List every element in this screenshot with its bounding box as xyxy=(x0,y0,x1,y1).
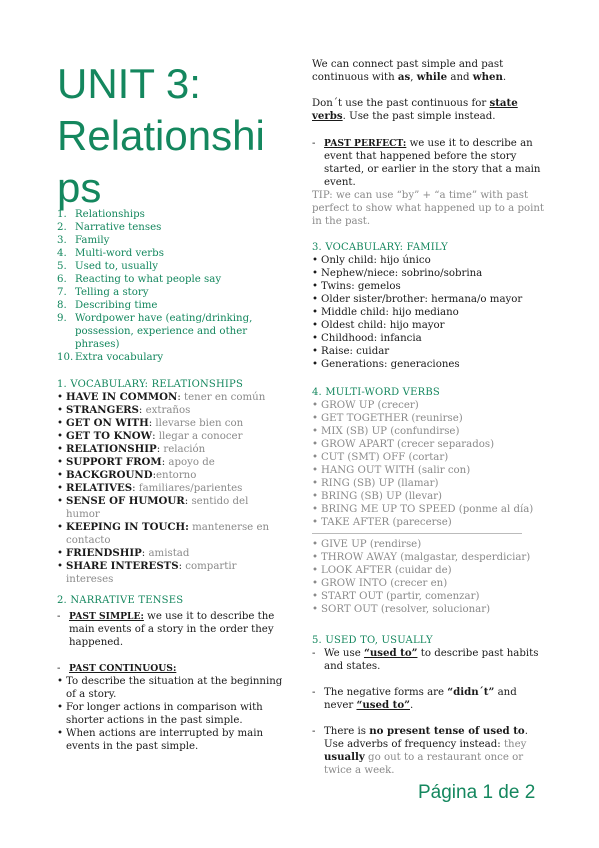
verb-item: • MIX (SB) UP (confundirse) xyxy=(312,426,460,437)
vocab-relationships-section xyxy=(57,378,282,586)
section-heading: 4. MULTI-WORD VERBS xyxy=(312,387,440,398)
verb-item: • SORT OUT (resolver, solucionar) xyxy=(312,604,491,615)
vocab-item: • Childhood: infancia xyxy=(312,333,422,344)
multi-word-verbs-section xyxy=(312,386,544,616)
vocab-item: • GET TO KNOW: llegar a conocer xyxy=(57,430,243,442)
toc-item: 4. Multi-word verbs xyxy=(57,248,164,259)
vocab-item: • Nephew/niece: sobrino/sobrina xyxy=(312,268,483,279)
section-heading: 5. USED TO, USUALLY xyxy=(312,635,433,646)
vocab-item: • HAVE IN COMMON: tener en común xyxy=(57,391,266,403)
vocab-item: • Middle child: hijo mediano xyxy=(312,307,459,318)
toc-item: 1. Relationships xyxy=(57,209,145,220)
verb-item: • GET TOGETHER (reunirse) xyxy=(312,413,463,424)
title-line-3: ps xyxy=(57,164,102,211)
vocab-item: • RELATIVES: familiares/parientes xyxy=(57,482,243,494)
divider xyxy=(312,533,522,534)
toc-item: 9. Wordpower have (eating/drinking, possession, experience and other phrases) xyxy=(57,313,253,350)
verb-item: • THROW AWAY (malgastar, desperdiciar) xyxy=(312,552,531,563)
title-line-2: Relationshi xyxy=(57,112,265,159)
list-item: - There is no present tense of used to. Use adverbs of frequency instead: they usually go out to a restaurant once or twice a week. xyxy=(312,725,528,776)
verb-item: • LOOK AFTER (cuidar de) xyxy=(312,565,452,576)
verb-item: • GROW INTO (crecer en) xyxy=(312,578,448,589)
list-item: - The negative forms are “didn´t” and never “used to”. xyxy=(312,686,517,711)
toc-item: 6. Reacting to what people say xyxy=(57,274,222,285)
vocab-item: • Only child: hijo único xyxy=(312,255,431,266)
title-line-1: UNIT 3: xyxy=(57,60,201,107)
page-number: Página 1 de 2 xyxy=(418,782,536,803)
list-item: - We use “used to” to describe past habits and states. xyxy=(312,647,539,672)
verb-item: • BRING ME UP TO SPEED (ponme al día) xyxy=(312,504,534,515)
vocab-item: • GET ON WITH: llevarse bien con xyxy=(57,417,244,429)
vocab-item: • Raise: cuidar xyxy=(312,346,390,357)
verb-item: • HANG OUT WITH (salir con) xyxy=(312,465,471,476)
used-to-section xyxy=(312,634,544,777)
list-item: • To describe the situation at the beginning of a story. xyxy=(57,676,283,700)
verb-item: • GROW APART (crecer separados) xyxy=(312,439,495,450)
vocab-item: • SHARE INTERESTS: compartir intereses xyxy=(57,560,237,585)
list-item: • When actions are interrupted by main events in the past simple. xyxy=(57,728,264,752)
toc-item: 5. Used to, usually xyxy=(57,261,159,272)
vocab-item: • Older sister/brother: hermana/o mayor xyxy=(312,294,523,305)
vocab-item: • KEEPING IN TOUCH: mantenerse en contacto xyxy=(57,521,270,546)
table-of-contents xyxy=(57,208,277,364)
toc-item: 8. Describing time xyxy=(57,300,158,311)
vocab-family-section xyxy=(312,241,544,371)
state-verbs-paragraph: Don´t use the past continuous for state verbs. Use the past simple instead. xyxy=(312,97,518,122)
vocab-item: • Generations: generaciones xyxy=(312,359,460,370)
verb-item: • BRING (SB) UP (llevar) xyxy=(312,491,442,502)
verb-item: • RING (SB) UP (llamar) xyxy=(312,478,439,489)
verb-item: • TAKE AFTER (parecerse) xyxy=(312,517,452,528)
section-heading: 3. VOCABULARY: FAMILY xyxy=(312,242,448,253)
vocab-item: • FRIENDSHIP: amistad xyxy=(57,547,190,559)
verb-item: • CUT (SMT) OFF (cortar) xyxy=(312,452,449,463)
past-continuous-label: - PAST CONTINUOUS: xyxy=(57,663,177,674)
toc-item: 3. Family xyxy=(57,235,110,246)
vocab-item: • Twins: gemelos xyxy=(312,281,401,292)
vocab-item: • BACKGROUND:entorno xyxy=(57,469,197,481)
vocab-item: • SENSE OF HUMOUR: sentido del humor xyxy=(57,495,249,520)
past-connectors-paragraph: We can connect past simple and past continuous with as, while and when. xyxy=(312,59,507,83)
tip-paragraph: TIP: we can use “by” + “a time” with past perfect to show what happened up to a point in the past. xyxy=(312,190,545,227)
narrative-tenses-section xyxy=(57,594,287,753)
toc-item: 10. Extra vocabulary xyxy=(57,352,164,363)
page-title xyxy=(57,58,265,214)
vocab-item: • STRANGERS: extraños xyxy=(57,404,191,416)
vocab-item: • SUPPORT FROM: apoyo de xyxy=(57,456,215,468)
past-simple-item: - PAST SIMPLE: we use it to describe the main events of a story in the order they happened. xyxy=(57,611,275,648)
section-heading: 1. VOCABULARY: RELATIONSHIPS xyxy=(57,379,244,390)
toc-item: 7. Telling a story xyxy=(57,287,149,298)
past-perfect-item: - PAST PERFECT: we use it to describe an event that happened before the story started, or earlier in the story that a main event. xyxy=(312,138,541,188)
vocab-item: • Oldest child: hijo mayor xyxy=(312,320,445,331)
section-heading: 2. NARRATIVE TENSES xyxy=(57,595,184,606)
verb-item: • GROW UP (crecer) xyxy=(312,400,419,411)
toc-item: 2. Narrative tenses xyxy=(57,222,162,233)
verb-item: • GIVE UP (rendirse) xyxy=(312,539,422,550)
verb-item: • START OUT (partir, comenzar) xyxy=(312,591,480,602)
vocab-item: • RELATIONSHIP: relación xyxy=(57,443,206,455)
list-item: • For longer actions in comparison with shorter actions in the past simple. xyxy=(57,702,263,726)
